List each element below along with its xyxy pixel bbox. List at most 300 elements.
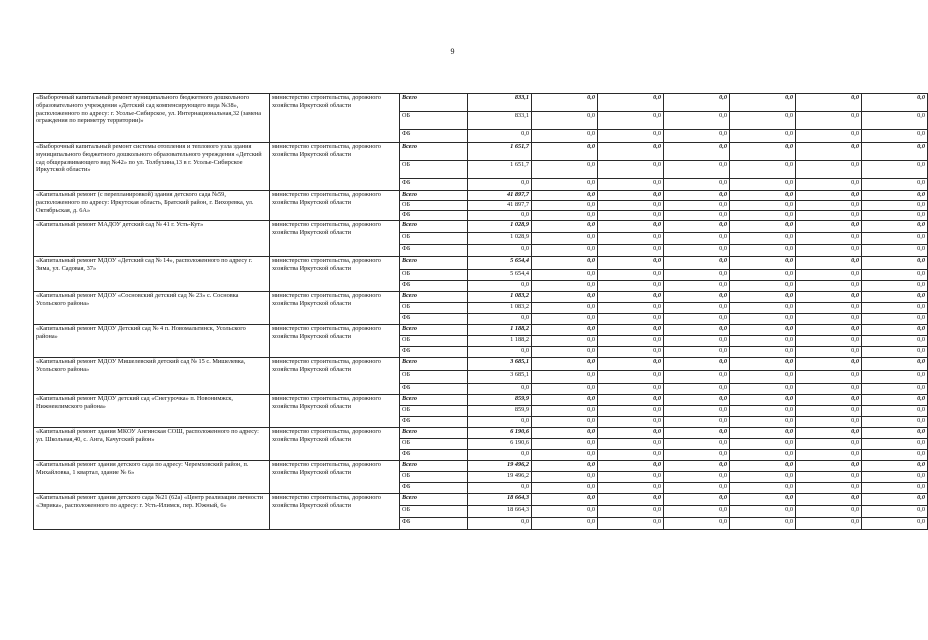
amount-year-cell: 0,0	[664, 371, 730, 384]
project-name: «Капитальный ремонт МДОУ «Детский сад № 14», расположенного по адресу г. Зима, ул. Садовая, 37»	[34, 257, 270, 292]
amount-year-cell: 0,0	[532, 94, 598, 112]
amount-year-cell: 0,0	[598, 257, 664, 270]
funding-source-label: ОБ	[400, 371, 468, 384]
amount-year-cell: 0,0	[796, 303, 862, 314]
table-row	[34, 395, 928, 406]
amount-year-cell: 0,0	[532, 270, 598, 281]
amount-total-cell: 0,0	[468, 518, 532, 530]
financing-table	[33, 93, 928, 530]
amount-year-cell: 0,0	[796, 191, 862, 201]
funding-source-label: ОБ	[400, 112, 468, 130]
funding-source-label: ОБ	[400, 506, 468, 518]
amount-year-cell: 0,0	[796, 371, 862, 384]
amount-year-cell: 0,0	[730, 201, 796, 211]
funding-source-label: ОБ	[400, 406, 468, 417]
amount-year-cell: 0,0	[730, 506, 796, 518]
amount-year-cell: 0,0	[664, 461, 730, 472]
amount-year-cell: 0,0	[664, 143, 730, 161]
amount-total-cell: 1 188,2	[468, 325, 532, 336]
funding-source-label: ФБ	[400, 130, 468, 143]
amount-year-cell: 0,0	[664, 347, 730, 358]
amount-year-cell: 0,0	[598, 179, 664, 191]
funding-source-label: Всего	[400, 325, 468, 336]
amount-year-cell: 0,0	[598, 336, 664, 347]
amount-year-cell: 0,0	[532, 221, 598, 233]
amount-year-cell: 0,0	[862, 257, 928, 270]
amount-year-cell: 0,0	[796, 292, 862, 303]
amount-year-cell: 0,0	[730, 325, 796, 336]
amount-year-cell: 0,0	[862, 191, 928, 201]
amount-year-cell: 0,0	[730, 191, 796, 201]
amount-total-cell: 1 028,9	[468, 233, 532, 245]
amount-year-cell: 0,0	[862, 395, 928, 406]
amount-year-cell: 0,0	[730, 245, 796, 257]
amount-year-cell: 0,0	[532, 406, 598, 417]
amount-year-cell: 0,0	[664, 211, 730, 221]
amount-total-cell: 0,0	[468, 450, 532, 461]
project-name: «Капитальный ремонт здания детского сада №21 (62а) «Центр реализации личности «Эврика», расположенного по адресу: г. Усть-Илимск, пер. Южный, 6»	[34, 494, 270, 530]
amount-year-cell: 0,0	[664, 494, 730, 506]
amount-total-cell: 1 083,2	[468, 292, 532, 303]
amount-year-cell: 0,0	[862, 417, 928, 428]
amount-year-cell: 0,0	[796, 257, 862, 270]
amount-year-cell: 0,0	[664, 336, 730, 347]
funding-source-label: ФБ	[400, 450, 468, 461]
amount-year-cell: 0,0	[796, 161, 862, 179]
amount-year-cell: 0,0	[730, 221, 796, 233]
amount-year-cell: 0,0	[730, 518, 796, 530]
amount-year-cell: 0,0	[532, 281, 598, 292]
table-row	[34, 191, 928, 201]
project-name: «Капитальный ремонт здания МКОУ Ангинская СОШ, расположенного по адресу: ул. Школьная,40, с. Анга, Качугский район»	[34, 428, 270, 461]
amount-year-cell: 0,0	[796, 179, 862, 191]
project-name: «Капитальный ремонт МДОУ Детский сад № 4 п. Новомальтинск, Усольского района»	[34, 325, 270, 358]
amount-total-cell: 0,0	[468, 211, 532, 221]
amount-year-cell: 0,0	[598, 494, 664, 506]
amount-year-cell: 0,0	[796, 211, 862, 221]
amount-year-cell: 0,0	[730, 336, 796, 347]
amount-year-cell: 0,0	[862, 179, 928, 191]
responsible-executor: министерство строительства, дорожного хозяйства Иркутской области	[270, 292, 400, 325]
funding-source-label: Всего	[400, 494, 468, 506]
amount-year-cell: 0,0	[796, 472, 862, 483]
funding-source-label: Всего	[400, 191, 468, 201]
amount-total-cell: 1 028,9	[468, 221, 532, 233]
responsible-executor: министерство строительства, дорожного хозяйства Иркутской области	[270, 428, 400, 461]
funding-source-label: Всего	[400, 94, 468, 112]
amount-total-cell: 1 188,2	[468, 336, 532, 347]
amount-year-cell: 0,0	[730, 303, 796, 314]
project-name: «Выборочный капитальный ремонт системы отопления и теплового узла здания муниципального бюджетного дошкольного образовательного учреждения «Детский сад общеразвивающего вид №42» по ул. Толбухина,13 в г. Усолье-Сибирское Иркутской области»	[34, 143, 270, 191]
amount-year-cell: 0,0	[532, 395, 598, 406]
amount-year-cell: 0,0	[796, 347, 862, 358]
amount-total-cell: 0,0	[468, 281, 532, 292]
funding-source-label: ОБ	[400, 201, 468, 211]
amount-year-cell: 0,0	[862, 325, 928, 336]
amount-year-cell: 0,0	[862, 270, 928, 281]
amount-year-cell: 0,0	[730, 161, 796, 179]
amount-year-cell: 0,0	[796, 406, 862, 417]
amount-year-cell: 0,0	[664, 179, 730, 191]
amount-year-cell: 0,0	[598, 358, 664, 371]
table-row	[34, 257, 928, 270]
amount-year-cell: 0,0	[532, 417, 598, 428]
amount-year-cell: 0,0	[796, 270, 862, 281]
amount-year-cell: 0,0	[532, 211, 598, 221]
amount-year-cell: 0,0	[796, 201, 862, 211]
amount-year-cell: 0,0	[862, 483, 928, 494]
funding-source-label: Всего	[400, 257, 468, 270]
amount-total-cell: 0,0	[468, 347, 532, 358]
amount-year-cell: 0,0	[598, 201, 664, 211]
amount-year-cell: 0,0	[862, 461, 928, 472]
amount-year-cell: 0,0	[862, 347, 928, 358]
amount-year-cell: 0,0	[664, 417, 730, 428]
funding-source-label: ОБ	[400, 472, 468, 483]
amount-year-cell: 0,0	[532, 506, 598, 518]
amount-year-cell: 0,0	[598, 245, 664, 257]
amount-year-cell: 0,0	[664, 518, 730, 530]
table-row	[34, 494, 928, 506]
amount-year-cell: 0,0	[730, 233, 796, 245]
amount-total-cell: 3 685,1	[468, 358, 532, 371]
amount-year-cell: 0,0	[862, 336, 928, 347]
amount-total-cell: 3 685,1	[468, 371, 532, 384]
amount-year-cell: 0,0	[862, 130, 928, 143]
amount-year-cell: 0,0	[664, 161, 730, 179]
amount-year-cell: 0,0	[532, 233, 598, 245]
amount-year-cell: 0,0	[532, 472, 598, 483]
amount-year-cell: 0,0	[862, 233, 928, 245]
amount-year-cell: 0,0	[862, 371, 928, 384]
amount-year-cell: 0,0	[796, 233, 862, 245]
amount-total-cell: 833,1	[468, 112, 532, 130]
amount-year-cell: 0,0	[730, 314, 796, 325]
amount-year-cell: 0,0	[532, 518, 598, 530]
amount-total-cell: 41 897,7	[468, 201, 532, 211]
amount-year-cell: 0,0	[862, 450, 928, 461]
funding-source-label: Всего	[400, 143, 468, 161]
amount-total-cell: 859,9	[468, 395, 532, 406]
amount-year-cell: 0,0	[862, 94, 928, 112]
amount-year-cell: 0,0	[730, 439, 796, 450]
responsible-executor: министерство строительства, дорожного хозяйства Иркутской области	[270, 221, 400, 257]
funding-source-label: ОБ	[400, 303, 468, 314]
amount-year-cell: 0,0	[862, 494, 928, 506]
table-row	[34, 428, 928, 439]
amount-year-cell: 0,0	[796, 94, 862, 112]
page-number: 9	[450, 47, 455, 56]
amount-total-cell: 19 496,2	[468, 472, 532, 483]
funding-source-label: ФБ	[400, 347, 468, 358]
amount-year-cell: 0,0	[862, 384, 928, 395]
amount-year-cell: 0,0	[598, 371, 664, 384]
amount-year-cell: 0,0	[796, 358, 862, 371]
amount-year-cell: 0,0	[532, 336, 598, 347]
amount-year-cell: 0,0	[664, 94, 730, 112]
amount-year-cell: 0,0	[796, 417, 862, 428]
responsible-executor: министерство строительства, дорожного хозяйства Иркутской области	[270, 325, 400, 358]
amount-year-cell: 0,0	[796, 384, 862, 395]
amount-total-cell: 6 190,6	[468, 439, 532, 450]
amount-year-cell: 0,0	[598, 325, 664, 336]
amount-year-cell: 0,0	[730, 483, 796, 494]
amount-year-cell: 0,0	[598, 406, 664, 417]
amount-year-cell: 0,0	[664, 406, 730, 417]
amount-year-cell: 0,0	[598, 428, 664, 439]
amount-year-cell: 0,0	[730, 395, 796, 406]
amount-year-cell: 0,0	[598, 506, 664, 518]
amount-year-cell: 0,0	[532, 143, 598, 161]
amount-year-cell: 0,0	[664, 270, 730, 281]
amount-year-cell: 0,0	[730, 257, 796, 270]
responsible-executor: министерство строительства, дорожного хозяйства Иркутской области	[270, 358, 400, 395]
amount-year-cell: 0,0	[532, 179, 598, 191]
amount-year-cell: 0,0	[532, 384, 598, 395]
amount-total-cell: 833,1	[468, 94, 532, 112]
amount-year-cell: 0,0	[730, 112, 796, 130]
amount-year-cell: 0,0	[598, 417, 664, 428]
amount-year-cell: 0,0	[862, 428, 928, 439]
amount-year-cell: 0,0	[730, 461, 796, 472]
amount-year-cell: 0,0	[598, 450, 664, 461]
amount-year-cell: 0,0	[532, 358, 598, 371]
funding-source-label: ОБ	[400, 233, 468, 245]
amount-year-cell: 0,0	[598, 303, 664, 314]
amount-year-cell: 0,0	[532, 201, 598, 211]
amount-year-cell: 0,0	[664, 472, 730, 483]
amount-year-cell: 0,0	[664, 281, 730, 292]
amount-total-cell: 859,9	[468, 406, 532, 417]
project-name: «Капитальный ремонт МДОУ «Сосновский детский сад № 23» с. Сосновка Усольского района»	[34, 292, 270, 325]
amount-year-cell: 0,0	[796, 143, 862, 161]
funding-source-label: ФБ	[400, 518, 468, 530]
amount-year-cell: 0,0	[796, 428, 862, 439]
amount-total-cell: 5 654,4	[468, 257, 532, 270]
amount-year-cell: 0,0	[730, 358, 796, 371]
amount-year-cell: 0,0	[598, 472, 664, 483]
amount-year-cell: 0,0	[664, 395, 730, 406]
amount-total-cell: 6 190,6	[468, 428, 532, 439]
funding-source-label: ОБ	[400, 270, 468, 281]
amount-year-cell: 0,0	[862, 211, 928, 221]
amount-year-cell: 0,0	[862, 314, 928, 325]
amount-year-cell: 0,0	[598, 161, 664, 179]
funding-source-label: ОБ	[400, 336, 468, 347]
amount-year-cell: 0,0	[598, 395, 664, 406]
amount-year-cell: 0,0	[664, 130, 730, 143]
amount-total-cell: 1 651,7	[468, 143, 532, 161]
amount-year-cell: 0,0	[796, 314, 862, 325]
amount-year-cell: 0,0	[598, 314, 664, 325]
amount-year-cell: 0,0	[730, 270, 796, 281]
amount-year-cell: 0,0	[796, 130, 862, 143]
amount-total-cell: 1 083,2	[468, 303, 532, 314]
amount-year-cell: 0,0	[598, 384, 664, 395]
amount-year-cell: 0,0	[598, 483, 664, 494]
amount-year-cell: 0,0	[730, 494, 796, 506]
responsible-executor: министерство строительства, дорожного хозяйства Иркутской области	[270, 461, 400, 494]
amount-year-cell: 0,0	[532, 371, 598, 384]
amount-total-cell: 0,0	[468, 179, 532, 191]
amount-year-cell: 0,0	[862, 161, 928, 179]
funding-source-label: ФБ	[400, 245, 468, 257]
amount-year-cell: 0,0	[532, 303, 598, 314]
amount-year-cell: 0,0	[532, 161, 598, 179]
amount-year-cell: 0,0	[664, 314, 730, 325]
amount-year-cell: 0,0	[862, 112, 928, 130]
amount-year-cell: 0,0	[796, 518, 862, 530]
amount-year-cell: 0,0	[532, 450, 598, 461]
amount-year-cell: 0,0	[532, 461, 598, 472]
amount-year-cell: 0,0	[664, 439, 730, 450]
amount-year-cell: 0,0	[532, 130, 598, 143]
amount-year-cell: 0,0	[796, 221, 862, 233]
amount-year-cell: 0,0	[796, 506, 862, 518]
amount-year-cell: 0,0	[730, 417, 796, 428]
responsible-executor: министерство строительства, дорожного хозяйства Иркутской области	[270, 494, 400, 530]
table-row	[34, 143, 928, 161]
amount-year-cell: 0,0	[862, 201, 928, 211]
amount-year-cell: 0,0	[598, 191, 664, 201]
funding-source-label: ОБ	[400, 161, 468, 179]
amount-year-cell: 0,0	[730, 143, 796, 161]
amount-year-cell: 0,0	[730, 130, 796, 143]
amount-year-cell: 0,0	[862, 358, 928, 371]
funding-source-label: Всего	[400, 461, 468, 472]
amount-year-cell: 0,0	[532, 494, 598, 506]
amount-year-cell: 0,0	[598, 518, 664, 530]
funding-source-label: ФБ	[400, 281, 468, 292]
amount-year-cell: 0,0	[796, 245, 862, 257]
amount-year-cell: 0,0	[664, 191, 730, 201]
amount-year-cell: 0,0	[664, 428, 730, 439]
amount-year-cell: 0,0	[598, 211, 664, 221]
amount-year-cell: 0,0	[664, 325, 730, 336]
amount-year-cell: 0,0	[664, 303, 730, 314]
table-row	[34, 325, 928, 336]
amount-year-cell: 0,0	[730, 384, 796, 395]
project-name: «Выборочный капитальный ремонт муниципального бюджетного дошкольного образовательного учреждения «Детский сад компенсирующего вида №38», расположенного по адресу: г. Усолье-Сибирское, ул. Интернациональная,32 (замена ограждения по периметру территории)»	[34, 94, 270, 143]
amount-year-cell: 0,0	[862, 281, 928, 292]
table-body	[34, 94, 928, 530]
amount-year-cell: 0,0	[664, 384, 730, 395]
amount-year-cell: 0,0	[664, 358, 730, 371]
amount-year-cell: 0,0	[664, 257, 730, 270]
amount-year-cell: 0,0	[664, 221, 730, 233]
amount-year-cell: 0,0	[598, 233, 664, 245]
amount-year-cell: 0,0	[598, 143, 664, 161]
amount-year-cell: 0,0	[796, 281, 862, 292]
project-name: «Капитальный ремонт здания детского сада по адресу: Черемховский район, п. Михайловка, 1 квартал, здание № 6»	[34, 461, 270, 494]
amount-total-cell: 1 651,7	[468, 161, 532, 179]
project-name: «Капитальный ремонт МДОУ детский сад «Снегурочка» п. Новонимжск, Нижнеилимского района»	[34, 395, 270, 428]
amount-year-cell: 0,0	[796, 494, 862, 506]
amount-year-cell: 0,0	[862, 303, 928, 314]
amount-total-cell: 18 664,3	[468, 494, 532, 506]
amount-year-cell: 0,0	[532, 191, 598, 201]
amount-year-cell: 0,0	[796, 325, 862, 336]
funding-source-label: ФБ	[400, 314, 468, 325]
table-row	[34, 461, 928, 472]
amount-year-cell: 0,0	[532, 428, 598, 439]
amount-year-cell: 0,0	[796, 395, 862, 406]
amount-year-cell: 0,0	[862, 472, 928, 483]
amount-year-cell: 0,0	[598, 292, 664, 303]
amount-total-cell: 0,0	[468, 483, 532, 494]
amount-year-cell: 0,0	[730, 94, 796, 112]
amount-year-cell: 0,0	[730, 179, 796, 191]
funding-source-label: Всего	[400, 292, 468, 303]
funding-source-label: ФБ	[400, 417, 468, 428]
amount-year-cell: 0,0	[730, 406, 796, 417]
amount-year-cell: 0,0	[598, 461, 664, 472]
amount-total-cell: 18 664,3	[468, 506, 532, 518]
amount-year-cell: 0,0	[532, 245, 598, 257]
amount-total-cell: 0,0	[468, 314, 532, 325]
amount-year-cell: 0,0	[730, 281, 796, 292]
amount-year-cell: 0,0	[664, 450, 730, 461]
funding-source-label: ФБ	[400, 483, 468, 494]
amount-year-cell: 0,0	[796, 336, 862, 347]
table-row	[34, 221, 928, 233]
amount-year-cell: 0,0	[862, 518, 928, 530]
project-name: «Капитальный ремонт МАДОУ детский сад № 41 г. Усть-Кут»	[34, 221, 270, 257]
responsible-executor: министерство строительства, дорожного хозяйства Иркутской области	[270, 191, 400, 221]
amount-total-cell: 0,0	[468, 130, 532, 143]
amount-year-cell: 0,0	[796, 112, 862, 130]
amount-year-cell: 0,0	[532, 292, 598, 303]
amount-year-cell: 0,0	[532, 347, 598, 358]
project-name: «Капитальный ремонт (с перепланировкой) здания детского сада №59, расположенного по адресу: Иркутская область, Братский район, г. Вихоревка, ул. Октябрьская, д. 6А»	[34, 191, 270, 221]
amount-year-cell: 0,0	[730, 472, 796, 483]
amount-year-cell: 0,0	[598, 347, 664, 358]
amount-year-cell: 0,0	[532, 112, 598, 130]
amount-year-cell: 0,0	[598, 221, 664, 233]
amount-total-cell: 0,0	[468, 384, 532, 395]
table-row	[34, 292, 928, 303]
amount-year-cell: 0,0	[862, 245, 928, 257]
amount-total-cell: 5 654,4	[468, 270, 532, 281]
table-row	[34, 94, 928, 112]
responsible-executor: министерство строительства, дорожного хозяйства Иркутской области	[270, 257, 400, 292]
amount-year-cell: 0,0	[796, 439, 862, 450]
amount-year-cell: 0,0	[664, 506, 730, 518]
amount-year-cell: 0,0	[664, 292, 730, 303]
funding-source-label: Всего	[400, 395, 468, 406]
funding-source-label: ФБ	[400, 384, 468, 395]
funding-source-label: ОБ	[400, 439, 468, 450]
amount-total-cell: 19 496,2	[468, 461, 532, 472]
amount-year-cell: 0,0	[862, 439, 928, 450]
table-row	[34, 358, 928, 371]
amount-year-cell: 0,0	[730, 371, 796, 384]
responsible-executor: министерство строительства, дорожного хозяйства Иркутской области	[270, 395, 400, 428]
amount-year-cell: 0,0	[532, 314, 598, 325]
funding-source-label: Всего	[400, 428, 468, 439]
responsible-executor: министерство строительства, дорожного хозяйства Иркутской области	[270, 94, 400, 143]
amount-year-cell: 0,0	[730, 292, 796, 303]
amount-year-cell: 0,0	[532, 325, 598, 336]
funding-source-label: ФБ	[400, 179, 468, 191]
responsible-executor: министерство строительства, дорожного хозяйства Иркутской области	[270, 143, 400, 191]
amount-year-cell: 0,0	[862, 406, 928, 417]
amount-year-cell: 0,0	[532, 257, 598, 270]
amount-year-cell: 0,0	[598, 94, 664, 112]
amount-year-cell: 0,0	[664, 201, 730, 211]
funding-source-label: Всего	[400, 358, 468, 371]
amount-year-cell: 0,0	[664, 245, 730, 257]
